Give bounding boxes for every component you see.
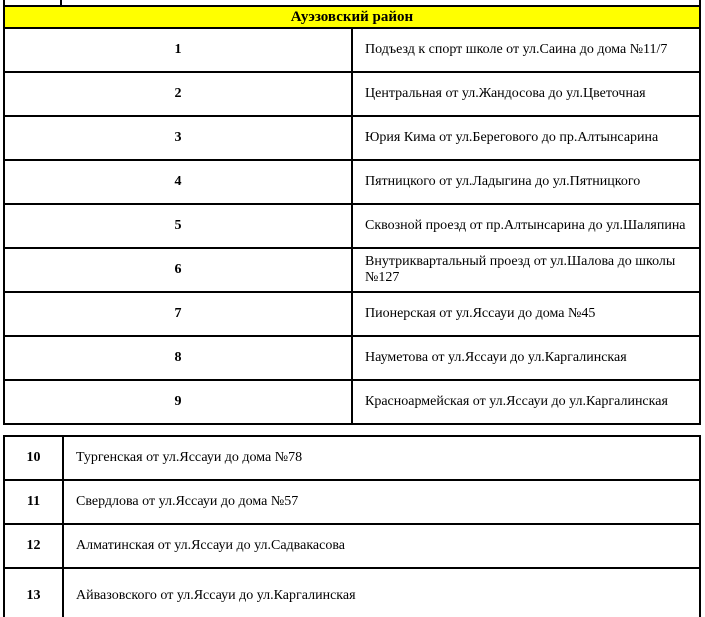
- table-row: [4, 524, 700, 568]
- row-number: 2: [4, 72, 352, 116]
- table-row: [4, 480, 700, 524]
- row-description: Красноармейская от ул.Яссауи до ул.Каргалинская: [352, 380, 700, 424]
- table-row: [4, 204, 700, 248]
- table-row: [4, 568, 700, 617]
- row-description: Юрия Кима от ул.Берегового до пр.Алтынсарина: [352, 116, 700, 160]
- row-description: Тургенская от ул.Яссауи до дома №78: [63, 436, 700, 480]
- row-number: 6: [4, 248, 352, 292]
- row-number: 7: [4, 292, 352, 336]
- row-number: 11: [4, 480, 63, 524]
- table-row: [4, 116, 700, 160]
- row-description: Подъезд к спорт школе от ул.Саина до дома №11/7: [352, 28, 700, 72]
- row-number: 10: [4, 436, 63, 480]
- table-row: [4, 28, 700, 72]
- district-header: Ауэзовский район: [4, 6, 700, 28]
- row-description: Пионерская от ул.Яссауи до дома №45: [352, 292, 700, 336]
- table-row: [4, 292, 700, 336]
- row-number: 9: [4, 380, 352, 424]
- row-description: Свердлова от ул.Яссауи до дома №57: [63, 480, 700, 524]
- row-description: Центральная от ул.Жандосова до ул.Цветочная: [352, 72, 700, 116]
- table-row: [4, 248, 700, 292]
- row-number: 3: [4, 116, 352, 160]
- cutoff-row-fragment: [3, 0, 701, 5]
- row-number: 1: [4, 28, 352, 72]
- row-description: Науметова от ул.Яссауи до ул.Каргалинская: [352, 336, 700, 380]
- row-number: 8: [4, 336, 352, 380]
- row-number: 5: [4, 204, 352, 248]
- table-row: [4, 160, 700, 204]
- table-row: [4, 436, 700, 480]
- table-row: [4, 336, 700, 380]
- row-description: Внутриквартальный проезд от ул.Шалова до школы №127: [352, 248, 700, 292]
- row-description: Сквозной проезд от пр.Алтынсарина до ул.Шаляпина: [352, 204, 700, 248]
- district-header-row: [4, 6, 700, 28]
- cutoff-description-cell: [62, 0, 699, 5]
- row-number: 13: [4, 568, 63, 617]
- district-table-upper: [3, 5, 701, 425]
- row-number: 4: [4, 160, 352, 204]
- row-description: Алматинская от ул.Яссауи до ул.Садвакасова: [63, 524, 700, 568]
- row-description: Пятницкого от ул.Ладыгина до ул.Пятницкого: [352, 160, 700, 204]
- row-description: Айвазовского от ул.Яссауи до ул.Каргалинская: [63, 568, 700, 617]
- row-number: 12: [4, 524, 63, 568]
- cutoff-number-cell: [5, 0, 62, 5]
- table-row: [4, 380, 700, 424]
- district-table-lower: [3, 435, 701, 617]
- table-row: [4, 72, 700, 116]
